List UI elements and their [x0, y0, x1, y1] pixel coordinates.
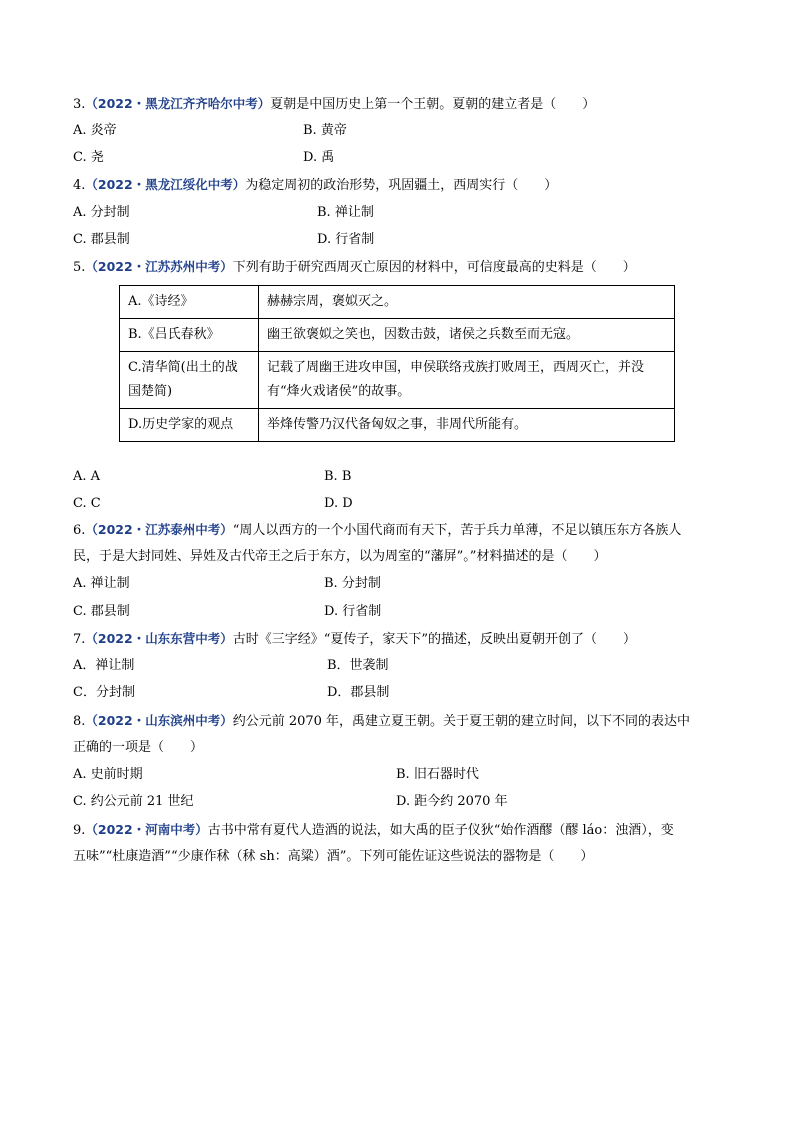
table-cell-label: C.清华简(出土的战国楚简) — [120, 352, 259, 409]
table-row — [120, 319, 675, 352]
option-c[interactable]: C．分封制 — [73, 685, 135, 700]
option-b[interactable]: B．世袭制 — [327, 658, 389, 673]
source-table — [119, 285, 675, 442]
option-d[interactable]: D. 距今约 2070 年 — [396, 794, 508, 809]
option-c[interactable]: C. 尧 — [73, 150, 104, 165]
option-d[interactable]: D. D — [324, 496, 353, 511]
option-d[interactable]: D. 禹 — [303, 150, 335, 165]
question-text: 为稳定周初的政治形势，巩固疆土，西周实行（ ） — [245, 178, 558, 193]
question-number: 4. — [73, 178, 86, 193]
table-cell-label: A.《诗经》 — [120, 286, 259, 319]
question-text: 古书中常有夏代人造酒的说法，如大禹的臣子仪狄“始作酒醪（醪 láo：浊酒），变 — [207, 823, 674, 838]
option-b[interactable]: B. 旧石器时代 — [396, 767, 479, 782]
question-text-continued: 五味”“杜康造酒”“少康作秫（秫 sh：高粱）酒”。下列可能佐证这些说法的器物是（ ） — [73, 849, 594, 864]
question-text: “周人以西方的一个小国代商而有天下，苦于兵力单薄，不足以镇压东方各族人 — [232, 523, 682, 538]
question-6 — [73, 521, 681, 540]
option-b[interactable]: B. 分封制 — [324, 576, 381, 591]
question-source: （2022・黑龙江齐齐哈尔中考） — [85, 96, 271, 111]
option-c[interactable]: C. 郡县制 — [73, 604, 130, 619]
option-a[interactable]: A. 史前时期 — [73, 767, 143, 782]
table-cell-content: 举烽传警乃汉代备匈奴之事，非周代所能有。 — [259, 409, 675, 442]
option-b[interactable]: B. 黄帝 — [303, 123, 347, 138]
question-text-continued: 民，于是大封同姓、异姓及古代帝王之后于东方，以为周室的“藩屏”。”材料描述的是（ ） — [73, 549, 607, 564]
option-d[interactable]: D. 行省制 — [317, 232, 375, 247]
table-row — [120, 286, 675, 319]
option-a[interactable]: A. 分封制 — [73, 205, 130, 220]
question-source: （2022・山东滨州中考） — [85, 713, 233, 728]
table-cell-label: D.历史学家的观点 — [120, 409, 259, 442]
question-number: 6. — [73, 523, 86, 538]
option-a[interactable]: A. A — [73, 469, 101, 484]
table-cell-content: 记载了周幽王进攻申国，申侯联络戎族打败周王，西周灭亡，并没有“烽火戏诸侯”的故事。 — [259, 352, 675, 409]
question-5 — [73, 258, 636, 277]
question-4 — [73, 176, 557, 195]
question-number: 5. — [73, 260, 86, 275]
option-c[interactable]: C. C — [73, 496, 101, 511]
table-cell-label: B.《吕氏春秋》 — [120, 319, 259, 352]
question-9 — [73, 821, 674, 840]
table-cell-content: 幽王欲褒姒之笑也，因数击鼓，诸侯之兵数至而无寇。 — [259, 319, 675, 352]
question-source: （2022・河南中考） — [85, 822, 208, 837]
option-a[interactable]: A．禅让制 — [73, 658, 135, 673]
question-number: 7. — [73, 632, 86, 647]
question-number: 9. — [73, 823, 86, 838]
option-c[interactable]: C. 郡县制 — [73, 232, 130, 247]
question-number: 8. — [73, 714, 86, 729]
question-text: 下列有助于研究西周灭亡原因的材料中，可信度最高的史料是（ ） — [232, 260, 636, 275]
question-source: （2022・山东东营中考） — [85, 631, 233, 646]
question-text: 夏朝是中国历史上第一个王朝。夏朝的建立者是（ ） — [270, 97, 596, 112]
question-source: （2022・江苏苏州中考） — [85, 259, 233, 274]
question-text: 约公元前 2070 年，禹建立夏王朝。关于夏王朝的建立时间，以下不同的表达中 — [232, 714, 691, 729]
option-d[interactable]: D．郡县制 — [327, 685, 390, 700]
question-8 — [73, 712, 690, 731]
option-a[interactable]: A. 禅让制 — [73, 576, 130, 591]
question-text: 古时《三字经》“夏传子，家天下”的描述，反映出夏朝开创了（ ） — [232, 632, 636, 647]
option-d[interactable]: D. 行省制 — [324, 604, 382, 619]
option-a[interactable]: A. 炎帝 — [73, 123, 117, 138]
option-b[interactable]: B. B — [324, 469, 352, 484]
question-source: （2022・黑龙江绥化中考） — [85, 177, 246, 192]
option-b[interactable]: B. 禅让制 — [317, 205, 374, 220]
question-source: （2022・江苏泰州中考） — [85, 522, 233, 537]
question-7 — [73, 630, 636, 649]
question-text-continued: 正确的一项是（ ） — [73, 740, 204, 755]
question-number: 3. — [73, 97, 86, 112]
question-3 — [73, 95, 595, 114]
option-c[interactable]: C. 约公元前 21 世纪 — [73, 794, 194, 809]
table-row — [120, 409, 675, 442]
table-row — [120, 352, 675, 409]
table-cell-content: 赫赫宗周，褒姒灭之。 — [259, 286, 675, 319]
